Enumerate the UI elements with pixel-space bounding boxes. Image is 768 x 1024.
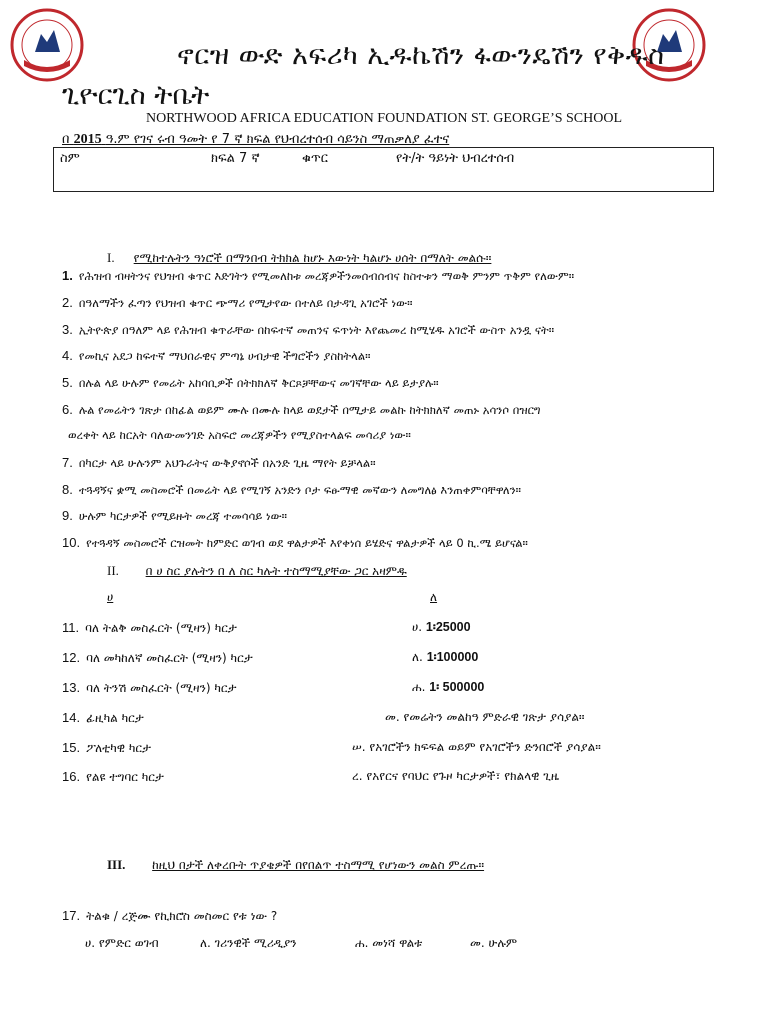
item-text: ፖለቲካዊ ካርታ: [86, 741, 151, 755]
question-number: 8.: [62, 482, 73, 497]
item-text: ባለ ትልቅ መስፈርት (ሚዛን) ካርታ: [85, 621, 237, 635]
question-number: 2.: [62, 295, 73, 310]
item-text: 1፡ 500000: [429, 680, 485, 694]
item-text: 1፡100000: [426, 650, 479, 664]
item-number: 12.: [62, 650, 81, 665]
true-false-question: [62, 322, 554, 338]
matching-item-b: [412, 620, 471, 635]
question-text: የመኪና አደጋ ከፍተኛ ማህበራዊና ምጣኔ ሀብታዊ ችግሮችን ያስከትላል።: [78, 349, 371, 363]
item-letter: ሠ.: [352, 740, 366, 754]
item-letter: ሀ.: [412, 620, 423, 634]
true-false-question: [62, 348, 371, 364]
item-text: 1፡25000: [425, 620, 471, 634]
question-text: ኢትዮጵያ በዓለም ላይ የሕዝብ ቁጥራቸው በከፍተኛ መጠንና ፍጥነት እየጨመረ ከሚሄዱ አገሮች ውስጥ አንዷ ናት።: [78, 323, 555, 337]
question-text: ሉል የመሬትን ገጽታ በከፊል ወይም ሙሉ በሙሉ ከላይ ወደታች በሚታይ መልኩ ከትክክለኛ መጠኑ አሳንሶ በዝርግ: [78, 403, 541, 417]
true-false-question: [62, 482, 521, 498]
question-text: በዓለማችን ፈጣን የህዝብ ቁጥር ጭማሪ የሚታየው በተለይ በታዳጊ አገሮች ነው።: [78, 296, 413, 310]
item-text: የአገሮችን ክፍፍል ወይም የአገሮችን ድንበሮች ያሳያል።: [369, 740, 601, 754]
matching-item-a: [62, 620, 237, 636]
item-text: የመሬትን መልከዓ ምድራዊ ገጽታ ያሳያል።: [403, 710, 585, 724]
question-number: 10.: [62, 535, 81, 550]
true-false-question: [62, 375, 439, 391]
matching-item-a: [62, 769, 164, 785]
section-3-heading: III. ከዚህ በታች ለቀረቡት ጥያቄዎች በየበልጥ ተስማሚ የሆነውን መልስ ምረጡ።: [107, 857, 485, 872]
item-letter: ሐ.: [412, 680, 426, 694]
school-title-amharic: ኖርዝ ውድ አፍሪካ ኢዱኬሽን ፋውንዴሽን የቅዱስ: [177, 40, 665, 71]
column-b-header: ለ: [430, 590, 438, 604]
item-number: 16.: [62, 769, 81, 784]
question-number: 3.: [62, 322, 73, 337]
matching-item-a: [62, 680, 237, 696]
student-info-box: [53, 147, 714, 192]
true-false-question: [62, 268, 574, 284]
school-title-amharic-line2: ጊዮርጊስ ትቤት: [62, 80, 210, 111]
question-number: 1.: [62, 268, 73, 283]
question-text: ወረቀት ላይ ከርአት ባለውመንገድ አስፍሮ መረጃዎችን የሚያስተላልፍ መሳሪያ ነው።: [68, 428, 411, 442]
item-number: 15.: [62, 740, 81, 755]
true-false-question: [62, 402, 541, 418]
item-number: 13.: [62, 680, 81, 695]
item-text: ባለ ትንሽ መስፈርት (ሚዛን) ካርታ: [86, 681, 237, 695]
q17-option-d[interactable]: መ. ሁሉም: [470, 936, 518, 950]
question-text: ተጓዳኝና ቋሚ መስመሮች በመሬት ላይ የሚገኝ አንድን ቦታ ፍፁማዊ መኛውን ለመግለፅ እንጠቀምባቸዋለን።: [78, 483, 522, 497]
item-letter: ለ.: [412, 650, 423, 664]
matching-item-b: [412, 680, 484, 695]
item-letter: መ.: [385, 710, 400, 724]
school-title-english: NORTHWOOD AFRICA EDUCATION FOUNDATION ST. GEORGE’S SCHOOL: [145, 111, 623, 126]
column-a-header: ሀ: [107, 590, 114, 604]
grade-label: ክፍል 7 ኛ: [211, 151, 260, 166]
question-number: 6.: [62, 402, 73, 417]
item-text: ባለ መካከለኛ መስፈርት (ሚዛን) ካርታ: [86, 651, 253, 665]
q17-option-a[interactable]: ሀ. የምድር ወገብ: [85, 936, 159, 950]
question-text: በሉል ላይ ሁሉም የመሬት አከባቢዎች በትክክለኛ ቅርጾቻቸውና መገኛቸው ላይ ይታያሉ።: [78, 376, 439, 390]
q17-option-c[interactable]: ሐ. መነሻ ዋልቱ: [355, 936, 423, 950]
matching-item-a: [62, 650, 253, 666]
item-text: የአየርና የባህር የጉዞ ካርታዎች፣ የክልላዊ ጊዜ: [366, 769, 560, 783]
true-false-question: [62, 455, 376, 471]
question-text: ሁሉም ካርታዎች የሚይዙት መረጃ ተመሳሳይ ነው።: [78, 509, 287, 523]
matching-item-a: [62, 710, 144, 726]
matching-item-b: [352, 769, 559, 784]
true-false-question: [62, 428, 411, 443]
true-false-question: [62, 508, 287, 524]
section-2-heading: II. በ ሀ ስር ያሉትን በ ለ ስር ካሉት ተስማሚያቸው ጋር አዛምዱ: [107, 563, 407, 578]
true-false-question: [62, 295, 413, 311]
question-text: በካርታ ላይ ሁሉንም አህጉራትና ውቅያኖሶች በአንድ ጊዜ ማየት ይቻላል።: [78, 456, 376, 470]
section-1-heading: I. የሚከተሉትን ዓነሮች በማንበብ ትክክል ከሆኑ እውነት ካልሆኑ ሀሰት በማለት መልሱ።: [107, 250, 492, 265]
item-number: 14.: [62, 710, 81, 725]
q17-option-b[interactable]: ለ. ገሪንዊች ሚሪዲያን: [200, 936, 297, 950]
question-text: የተጓዳኝ መስመሮች ርዝመት ከምድር ወገብ ወደ ዋልታዎች እየቀነሰ ይሄድና ዋልታዎች ላይ 0 ኪ.ሜ ይሆናል።: [86, 536, 528, 550]
subject-label: የት/ት ዓይነት ህብረተሰብ: [396, 151, 515, 166]
item-text: ፊዚካል ካርታ: [86, 711, 144, 725]
matching-item-b: [412, 650, 478, 665]
matching-item-b: [385, 710, 585, 725]
item-number: 11.: [62, 620, 80, 635]
question-17: 17. ትልቁ / ረጅሙ የኪክሮስ መስመር የቱ ነው ?: [62, 908, 278, 923]
question-number: 5.: [62, 375, 73, 390]
item-text: የልዩ ተግባር ካርታ: [86, 770, 164, 784]
matching-item-a: [62, 740, 151, 756]
true-false-question: [62, 535, 528, 551]
number-label: ቁጥር: [302, 151, 328, 166]
school-logo-left: [10, 8, 84, 82]
question-text: የሕዝብ ብዛትንና የህዝብ ቁጥር እድገትን የሚመለከቱ መረጃዎችንመሰብሰብና ከስተቱን ማወቅ ምንም ጥቅም የለውም።: [78, 269, 575, 283]
question-number: 4.: [62, 348, 73, 363]
question-number: 9.: [62, 508, 73, 523]
question-number: 7.: [62, 455, 73, 470]
matching-item-b: [352, 740, 601, 755]
item-letter: ረ.: [352, 769, 363, 783]
exam-title: በ 2015 ዓ.ም የገና ሩብ ዓመት የ 7 ኛ ክፍል የህብረተሰብ ሳይንስ ማጠቃለያ ፈተና: [62, 132, 450, 147]
name-label: ስም: [60, 151, 80, 166]
